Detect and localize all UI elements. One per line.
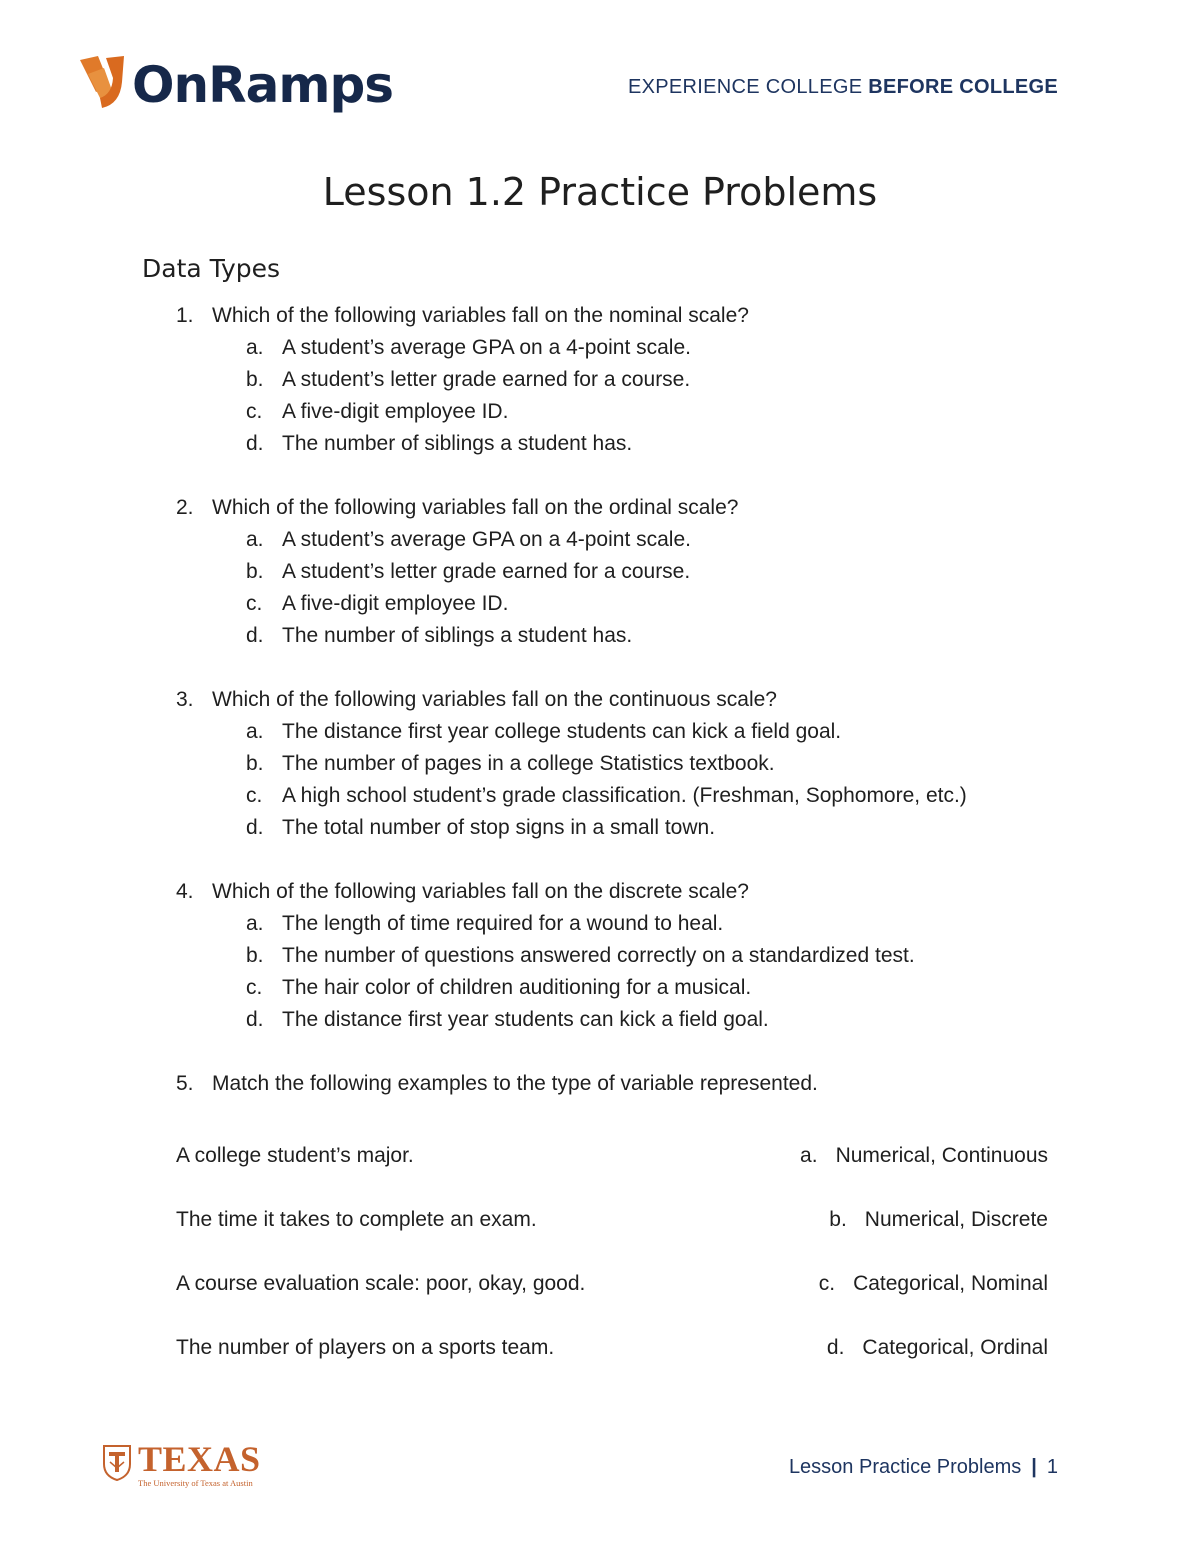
question-1 xyxy=(0,300,1200,460)
option-text: The length of time required for a wound to heal. xyxy=(282,912,724,935)
option-letter: c. xyxy=(246,592,263,615)
option-text: The number of siblings a student has. xyxy=(282,624,633,647)
option-text: A five-digit employee ID. xyxy=(282,400,509,423)
question-text: Which of the following variables fall on the ordinal scale? xyxy=(212,496,739,519)
onramps-ramp-icon xyxy=(76,52,132,112)
option-item xyxy=(0,908,1200,940)
match-example: A college student’s major. xyxy=(176,1144,414,1167)
option-text: The distance first year students can kick a field goal. xyxy=(282,1008,769,1031)
option-letter: a. xyxy=(246,912,264,935)
option-item xyxy=(0,396,1200,428)
option-letter: b. xyxy=(246,944,264,967)
option-text: A student’s letter grade earned for a course. xyxy=(282,368,691,391)
question-text: Which of the following variables fall on the discrete scale? xyxy=(212,880,749,903)
question-3 xyxy=(0,684,1200,844)
option-item xyxy=(0,620,1200,652)
option-text: The hair color of children auditioning for a musical. xyxy=(282,976,752,999)
option-item xyxy=(0,780,1200,812)
question-number: 5. xyxy=(176,1072,194,1095)
option-letter: b. xyxy=(246,368,264,391)
option-letter: d. xyxy=(246,432,264,455)
match-type xyxy=(827,1332,1048,1364)
question-line xyxy=(0,684,1200,716)
ut-austin-logo xyxy=(102,1439,262,1488)
tagline-light: EXPERIENCE COLLEGE xyxy=(627,76,869,98)
option-item xyxy=(0,428,1200,460)
match-type-letter: b. xyxy=(829,1208,847,1231)
footer-label xyxy=(789,1456,1058,1479)
question-list xyxy=(0,300,1200,1068)
option-item xyxy=(0,972,1200,1004)
page-number: 1 xyxy=(1046,1456,1058,1478)
match-type xyxy=(829,1204,1048,1236)
match-example: The time it takes to complete an exam. xyxy=(176,1208,537,1231)
footer-title: Lesson Practice Problems xyxy=(788,1456,1022,1478)
onramps-logo xyxy=(76,52,393,122)
option-item xyxy=(0,332,1200,364)
texas-subtitle: The University of Texas at Austin xyxy=(138,1478,253,1488)
option-text: A student’s average GPA on a 4-point scale. xyxy=(282,336,691,359)
question-number: 3. xyxy=(176,688,194,711)
question-line xyxy=(0,300,1200,332)
option-text: A high school student’s grade classification. (Freshman, Sophomore, etc.) xyxy=(282,784,967,807)
option-letter: b. xyxy=(246,560,264,583)
match-row xyxy=(0,1140,1200,1204)
option-letter: c. xyxy=(246,400,263,423)
option-letter: d. xyxy=(246,624,264,647)
option-letter: c. xyxy=(246,784,263,807)
match-type xyxy=(819,1268,1048,1300)
option-item xyxy=(0,716,1200,748)
question-line xyxy=(0,492,1200,524)
option-letter: a. xyxy=(246,336,264,359)
option-item xyxy=(0,524,1200,556)
option-text: A student’s letter grade earned for a course. xyxy=(282,560,691,583)
option-text: The number of siblings a student has. xyxy=(282,432,633,455)
option-item xyxy=(0,588,1200,620)
footer-separator: | xyxy=(1031,1456,1037,1478)
brand-name: OnRamps xyxy=(132,56,393,114)
option-item xyxy=(0,556,1200,588)
option-letter: a. xyxy=(246,528,264,551)
option-item xyxy=(0,364,1200,396)
match-row xyxy=(0,1204,1200,1268)
question-2 xyxy=(0,492,1200,652)
match-type-text: Categorical, Ordinal xyxy=(862,1336,1048,1359)
tagline-bold: BEFORE COLLEGE xyxy=(868,76,1058,98)
section-heading: Data Types xyxy=(142,254,281,283)
option-item xyxy=(0,748,1200,780)
option-letter: b. xyxy=(246,752,264,775)
match-example: The number of players on a sports team. xyxy=(176,1336,555,1359)
option-text: The number of questions answered correctly on a standardized test. xyxy=(282,944,915,967)
option-text: The distance first year college students can kick a field goal. xyxy=(282,720,842,743)
texas-wordmark: TEXAS xyxy=(138,1439,261,1479)
ut-seal-icon xyxy=(102,1444,132,1482)
question-text: Match the following examples to the type of variable represented. xyxy=(212,1072,818,1095)
question-text: Which of the following variables fall on the nominal scale? xyxy=(212,304,749,327)
option-text: The total number of stop signs in a small town. xyxy=(282,816,716,839)
matching-table xyxy=(0,1140,1200,1396)
option-text: A student’s average GPA on a 4-point scale. xyxy=(282,528,691,551)
option-letter: a. xyxy=(246,720,264,743)
option-text: A five-digit employee ID. xyxy=(282,592,509,615)
match-type-text: Categorical, Nominal xyxy=(853,1272,1048,1295)
match-type-letter: d. xyxy=(826,1336,845,1359)
match-type xyxy=(800,1140,1048,1172)
match-type-text: Numerical, Continuous xyxy=(835,1144,1048,1167)
option-letter: c. xyxy=(246,976,263,999)
option-item xyxy=(0,940,1200,972)
option-item xyxy=(0,812,1200,844)
question-line xyxy=(0,876,1200,908)
match-example: A course evaluation scale: poor, okay, good. xyxy=(176,1272,586,1295)
question-line xyxy=(0,1068,1200,1100)
question-5 xyxy=(0,1068,1200,1100)
question-number: 4. xyxy=(176,880,194,903)
tagline xyxy=(628,76,1058,99)
option-letter: d. xyxy=(246,816,264,839)
option-item xyxy=(0,1004,1200,1036)
question-4 xyxy=(0,876,1200,1036)
match-type-text: Numerical, Discrete xyxy=(864,1208,1048,1231)
match-type-letter: c. xyxy=(818,1272,836,1295)
option-letter: d. xyxy=(246,1008,264,1031)
option-text: The number of pages in a college Statistics textbook. xyxy=(282,752,775,775)
question-number: 2. xyxy=(176,496,194,519)
match-row xyxy=(0,1332,1200,1396)
question-text: Which of the following variables fall on the continuous scale? xyxy=(212,688,777,711)
match-type-letter: a. xyxy=(800,1144,818,1167)
match-row xyxy=(0,1268,1200,1332)
question-number: 1. xyxy=(176,304,194,327)
page-title: Lesson 1.2 Practice Problems xyxy=(322,170,878,214)
